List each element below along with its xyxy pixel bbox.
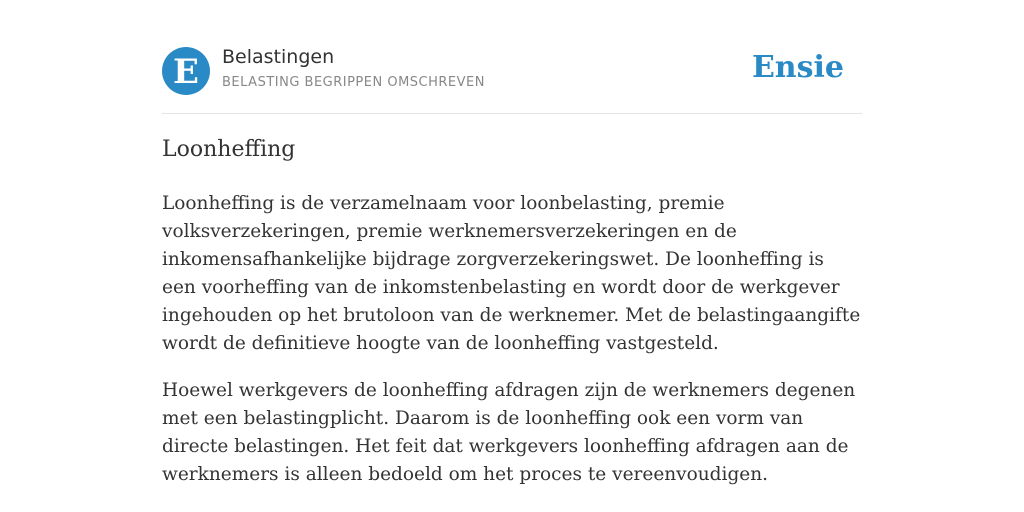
article-title: Loonheffing	[162, 137, 296, 162]
logo-letter: E	[173, 51, 199, 92]
site-subtitle: BELASTING BEGRIPPEN OMSCHREVEN	[222, 75, 485, 90]
article-paragraph-1: Loonheffing is de verzamelnaam voor loonbelasting, premie volksverzekeringen, premie werknemersverzekeringen en de inkomensafhankelijke bijdrage zorgverzekeringswet. De loonheffing is een voorheffing van de inkomstenbelasting en wordt door de werkgever ingehouden op het brutoloon van de werknemer. Met de belastingaangifte wordt de definitieve hoogte van de loonheffing vastgesteld.	[162, 193, 861, 354]
site-title[interactable]: Belastingen	[222, 46, 335, 68]
brand-logo[interactable]: Ensie	[751, 50, 844, 85]
article-paragraph-2: Hoewel werkgevers de loonheffing afdragen zijn de werknemers degenen met een belastingplicht. Daarom is de loonheffing ook een vorm van directe belastingen. Het feit dat werkgevers loonheffing afdragen aan de werknemers is alleen bedoeld om het proces te vereenvoudigen.	[162, 380, 856, 485]
header	[162, 46, 862, 96]
divider	[162, 113, 862, 114]
logo-e-icon[interactable]	[162, 47, 210, 95]
